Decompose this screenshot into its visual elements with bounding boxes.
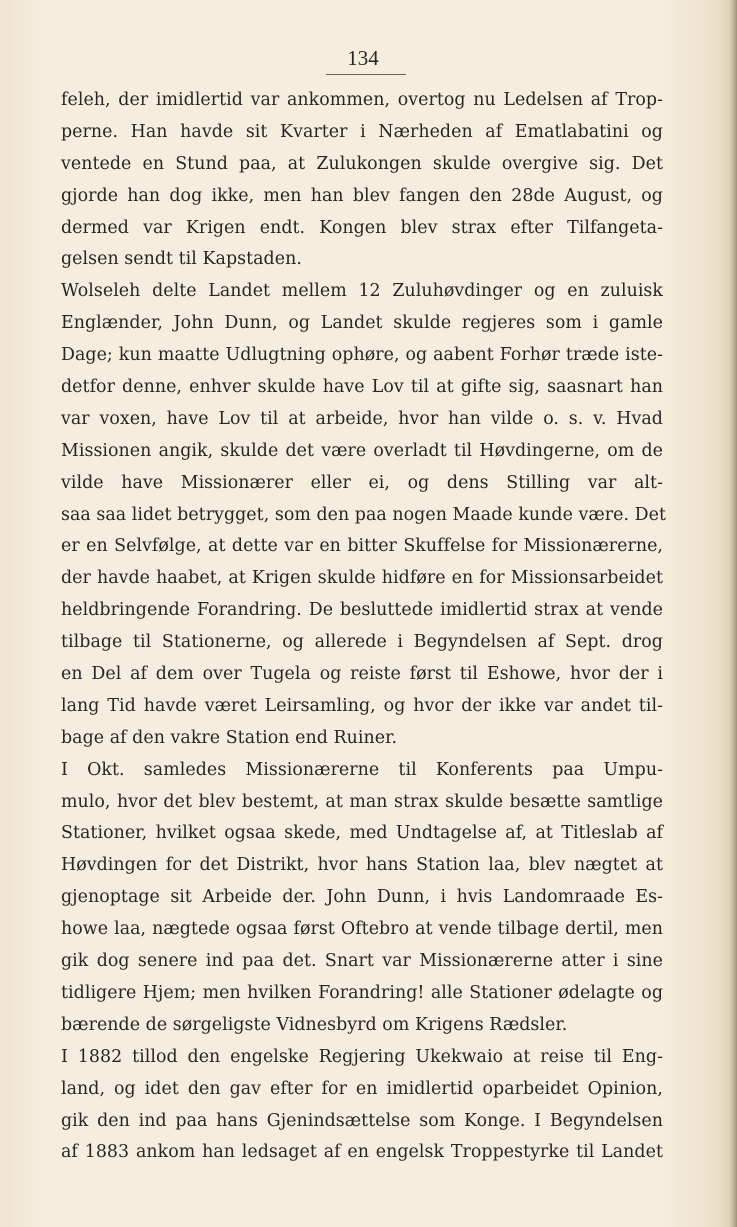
text-line: er en Selvfølge, at dette var en bitter Skuffelse for Missionærerne, xyxy=(61,536,663,557)
text-line: mulo, hvor det blev bestemt, at man strax skulde besætte samtlige xyxy=(61,791,663,812)
text-line: howe laa, nægtede ogsaa først Oftebro at vende tilbage dertil, men xyxy=(61,919,663,940)
text-line: tidligere Hjem; men hvilken Forandring! alle Stationer ødelagte og xyxy=(61,982,663,1003)
text-line: land, og idet den gav efter for en imidlertid oparbeidet Opinion, xyxy=(61,1078,663,1099)
body-text xyxy=(61,85,667,1169)
text-line: ventede en Stund paa, at Zulukongen skulde overgive sig. Det xyxy=(61,153,663,174)
header-rule xyxy=(326,74,406,75)
text-line: vilde have Missionærer eller ei, og dens Stilling var alt- xyxy=(61,472,663,493)
text-line: Missionen angik, skulde det være overladt til Høvdingerne, om de xyxy=(61,440,663,461)
text-line: Høvdingen for det Distrikt, hvor hans Station laa, blev nægtet at xyxy=(61,855,663,876)
text-line: I Okt. samledes Missionærerne til Konferents paa Umpu- xyxy=(61,759,663,780)
text-line: bage af den vakre Station end Ruiner. xyxy=(61,727,398,748)
text-line: bærende de sørgeligste Vidnesbyrd om Krigens Rædsler. xyxy=(61,1014,568,1035)
text-line: perne. Han havde sit Kvarter i Nærheden af Ematlabatini og xyxy=(61,121,663,142)
page-number: 134 xyxy=(347,46,379,70)
text-line: af 1883 ankom han ledsaget af en engelsk Troppestyrke til Landet xyxy=(61,1142,663,1163)
text-line: en Del af dem over Tugela og reiste først til Eshowe, hvor der i xyxy=(61,664,663,685)
text-line: lang Tid havde været Leirsamling, og hvor der ikke var andet til- xyxy=(61,695,663,716)
text-line: I 1882 tillod den engelske Regjering Ukekwaio at reise til Eng- xyxy=(61,1046,663,1067)
text-line: Englænder, John Dunn, og Landet skulde regjeres som i gamle xyxy=(61,313,663,334)
text-line: gik dog senere ind paa det. Snart var Missionærerne atter i sine xyxy=(61,951,663,972)
text-line: der havde haabet, at Krigen skulde hidføre en for Missionsarbeidet xyxy=(61,568,663,589)
page-edge-shadow xyxy=(729,0,737,1227)
text-line: gjorde han dog ikke, men han blev fangen den 28de August, og xyxy=(61,185,663,206)
text-line: Stationer, hvilket ogsaa skede, med Undtagelse af, at Titleslab af xyxy=(61,823,663,844)
text-line: saa saa lidet betrygget, som den paa nogen Maade kunde være. Det xyxy=(61,504,667,525)
text-line: tilbage til Stationerne, og allerede i Begyndelsen af Sept. drog xyxy=(61,632,663,653)
text-line: var voxen, have Lov til at arbeide, hvor han vilde o. s. v. Hvad xyxy=(61,408,663,429)
text-line: detfor denne, enhver skulde have Lov til at gifte sig, saasnart han xyxy=(61,377,663,398)
text-line: dermed var Krigen endt. Kongen blev strax efter Tilfangeta- xyxy=(61,217,663,238)
text-line: gelsen sendt til Kapstaden. xyxy=(61,249,302,270)
text-line: gik den ind paa hans Gjenindsættelse som Konge. I Begyndelsen xyxy=(61,1110,663,1131)
text-line: heldbringende Forandring. De besluttede imidlertid strax at vende xyxy=(61,600,663,621)
text-line: Dage; kun maatte Udlugtning ophøre, og aabent Forhør træde iste- xyxy=(61,345,663,366)
text-line: Wolseleh delte Landet mellem 12 Zuluhøvdinger og en zuluisk xyxy=(61,281,663,302)
text-line: feleh, der imidlertid var ankommen, overtog nu Ledelsen af Trop- xyxy=(61,90,663,110)
text-line: gjenoptage sit Arbeide der. John Dunn, i hvis Landomraade Es- xyxy=(61,887,663,908)
